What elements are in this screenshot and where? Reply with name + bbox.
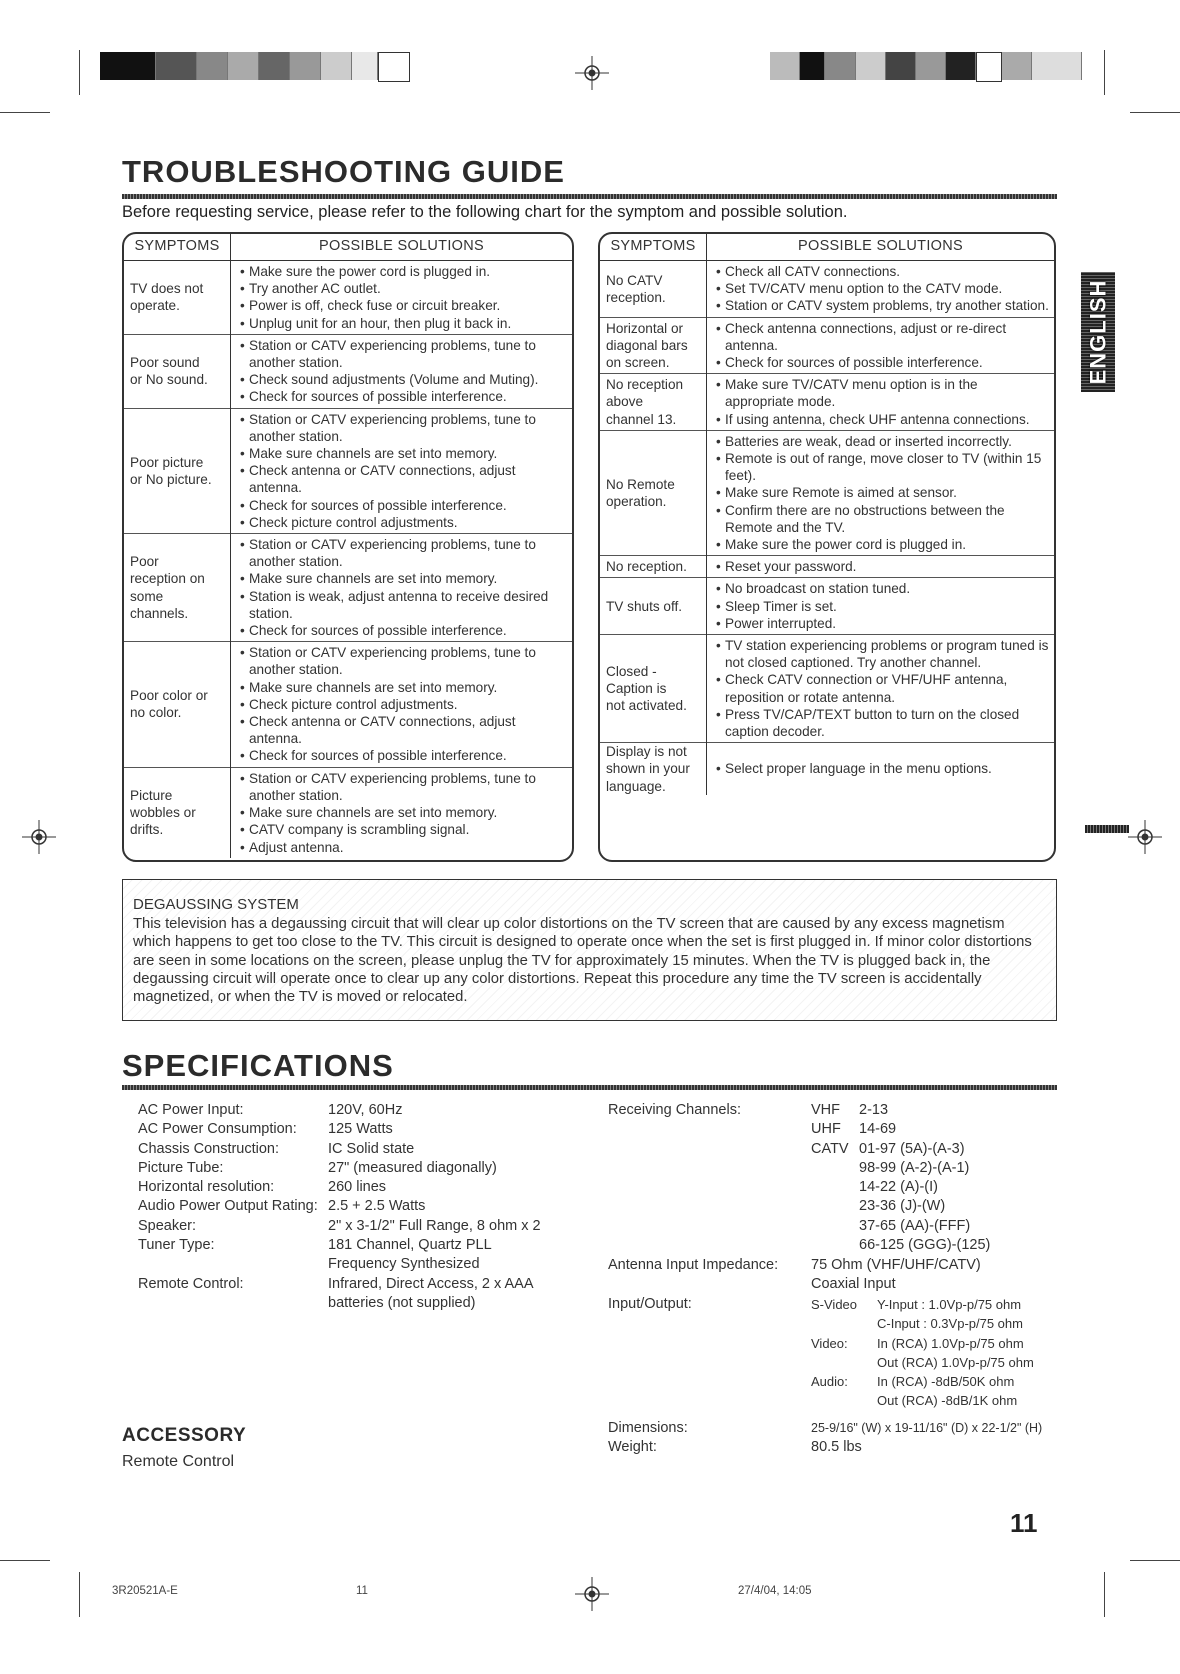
table-row [124,642,572,767]
table-row [600,578,1054,635]
specifications-title: SPECIFICATIONS [122,1048,394,1083]
spec-value-line: 2" x 3-1/2" Full Range, 8 ohm x 2 [328,1217,541,1234]
registration-mark-icon [22,820,56,854]
spec-row [138,1159,618,1178]
page-title: TROUBLESHOOTING GUIDE [122,154,565,189]
table-row [600,374,1054,431]
io-key: S-Video [811,1297,858,1312]
antenna-impedance-label: Antenna Input Impedance: [608,1257,779,1273]
table-row [124,767,572,858]
symptom-text: operate. [130,298,180,314]
table-row [124,334,572,408]
accessory-title: ACCESSORY [122,1425,247,1446]
spec-value-line: 181 Channel, Quartz PLL [328,1237,492,1254]
symptom-text: Display is not [606,744,687,760]
symptoms-header: SYMPTOMS [600,234,707,261]
spec-value [328,1178,386,1197]
spec-value [328,1197,425,1216]
io-value: In (RCA) -8dB/50K ohm [877,1374,1015,1390]
symptom-text: No reception [606,377,684,393]
channel-row [811,1178,1071,1197]
io-row [811,1334,1081,1353]
symptom-text: reception. [606,289,666,305]
registration-mark-icon [1128,820,1162,854]
crop-mark [0,1560,50,1561]
io-key [811,1391,877,1410]
io-row [811,1295,1081,1314]
channel-band [811,1197,859,1216]
solutions-cell [707,374,1055,431]
channel-band: VHF [811,1102,840,1118]
spec-label: Picture Tube: [138,1159,224,1176]
antenna-impedance-value [811,1256,981,1295]
symptom-text: Closed - [606,663,657,679]
io-key [811,1353,877,1372]
solution-item: • Make sure channels are set into memory. [240,804,568,821]
solution-item: • Check for sources of possible interference. [240,622,568,639]
spec-value-line: batteries (not supplied) [328,1294,476,1311]
channel-row [811,1217,1071,1236]
solution-item: • Unplug unit for an hour, then plug it back in. [240,315,568,332]
solution-item: • CATV company is scrambling signal. [240,821,568,838]
solution-item: • Remote is out of range, move closer to TV (within 15 feet). [716,450,1050,484]
spec-value-line: Frequency Synthesized [328,1256,480,1273]
solution-item: • No broadcast on station tuned. [716,580,1050,597]
solution-item: • Confirm there are no obstructions between the Remote and the TV. [716,502,1050,536]
troubleshooting-table-right [598,232,1056,862]
symptom-text: TV shuts off. [606,598,683,614]
channel-band [811,1217,859,1236]
receiving-channels-list [811,1101,1071,1255]
table-row [600,317,1054,374]
solution-item: • Station is weak, adjust antenna to receive desired station. [240,588,568,622]
spec-label: Horizontal resolution: [138,1179,275,1196]
solution-item: • Check for sources of possible interference. [716,354,1050,371]
spec-value-line: Infrared, Direct Access, 2 x AAA [328,1275,534,1292]
symptom-text: diagonal bars [606,337,688,353]
spec-row [138,1178,618,1197]
symptom-text: operation. [606,494,667,510]
table-row [600,556,1054,578]
channel-band [811,1178,859,1197]
footer-page: 11 [356,1585,368,1597]
spec-row [138,1101,618,1120]
table-row [600,261,1054,318]
symptom-cell [600,374,707,431]
solutions-cell [231,261,573,335]
io-value: Out (RCA) 1.0Vp-p/75 ohm [877,1354,1034,1370]
channel-row [811,1120,1071,1139]
weight-label: Weight: [608,1439,657,1455]
spec-label: Tuner Type: [138,1237,215,1254]
solution-item: • Try another AC outlet. [240,280,568,297]
symptom-cell [600,317,707,374]
io-row [811,1353,1081,1372]
solutions-cell [707,635,1055,743]
channel-range: 23-36 (J)-(W) [859,1198,946,1215]
spec-value [328,1236,492,1275]
channel-range: 14-22 (A)-(I) [859,1179,938,1196]
solution-item: • If using antenna, check UHF antenna connections. [716,411,1050,428]
crop-mark [0,112,50,113]
registration-mark-icon [575,1577,609,1611]
spec-value-line: 2.5 + 2.5 Watts [328,1198,426,1215]
solutions-cell [231,534,573,642]
symptom-text: language. [606,778,666,794]
solution-item: • Make sure the power cord is plugged in. [716,536,1050,553]
io-key: Video: [811,1335,848,1351]
table-row [600,430,1054,555]
symptom-cell [124,408,231,533]
channel-row [811,1197,1071,1216]
table-row [600,743,1054,795]
weight-value: 80.5 lbs [811,1439,862,1455]
channel-range: 98-99 (A-2)-(A-1) [859,1159,970,1176]
solutions-cell [231,334,573,408]
troubleshooting-table-left [122,232,574,862]
registration-mark-icon [575,56,609,90]
symptom-cell [600,556,707,578]
solution-item: • Check for sources of possible interference. [240,747,568,764]
solutions-cell [231,642,573,767]
solution-item: • Select proper language in the menu options. [716,760,1050,777]
spec-value-line: IC Solid state [328,1140,415,1157]
tab-marker [1085,825,1129,833]
dimensions-value: 25-9/16" (W) x 19-11/16" (D) x 22-1/2" (H) [811,1421,1043,1435]
symptom-cell [124,261,231,335]
spec-value [328,1159,497,1178]
solution-item: • Station or CATV experiencing problems, tune to another station. [240,411,568,445]
spec-label: AC Power Input: [138,1102,244,1118]
io-row [811,1372,1081,1391]
symptom-text: No reception. [606,559,687,575]
solutions-cell [231,408,573,533]
degaussing-title: DEGAUSSING SYSTEM [133,896,299,913]
spec-value [328,1217,541,1236]
symptom-cell [600,635,707,743]
spec-label: Speaker: [138,1217,197,1234]
solution-item: • Make sure the power cord is plugged in. [240,263,568,280]
solution-item: • Make sure TV/CATV menu option is in the appropriate mode. [716,376,1050,410]
solution-item: • Check all CATV connections. [716,263,1050,280]
spec-value [328,1140,414,1159]
solution-item: • Station or CATV experiencing problems, tune to another station. [240,644,568,678]
spec-value-line: 120V, 60Hz [328,1102,403,1118]
color-calibration-bar-right [770,52,1082,80]
symptom-text: above [606,394,644,410]
solution-item: • Check CATV connection or VHF/UHF antenna, reposition or rotate antenna. [716,671,1050,705]
crop-mark [1104,1572,1105,1617]
channel-row [811,1236,1071,1255]
symptom-text: some [130,588,164,604]
symptom-text: no color. [130,705,182,721]
symptom-text: reception on [130,571,205,587]
spec-row [138,1236,618,1275]
spec-row [138,1140,618,1159]
intro-text: Before requesting service, please refer to the following chart for the symptom and possible solution. [122,203,848,221]
solution-item: • Make sure channels are set into memory. [240,445,568,462]
io-key [811,1314,877,1333]
symptom-text: channels. [130,605,189,621]
symptom-cell [124,642,231,767]
solution-item: • Batteries are weak, dead or inserted incorrectly. [716,433,1050,450]
solution-item: • Check for sources of possible interference. [240,388,568,405]
solutions-cell [707,578,1055,635]
crop-mark [1130,1560,1180,1561]
solutions-header: POSSIBLE SOLUTIONS [707,234,1055,261]
symptom-text: not activated. [606,698,687,714]
symptom-text: No Remote [606,476,675,492]
symptom-text: Caption is [606,681,667,697]
solutions-header: POSSIBLE SOLUTIONS [231,234,573,261]
solution-item: • Power is off, check fuse or circuit breaker. [240,297,568,314]
symptom-cell [124,334,231,408]
symptom-text: Poor [130,554,159,570]
footer-code: 3R20521A-E [112,1585,178,1597]
spec-label: Remote Control: [138,1275,244,1292]
crop-mark [1130,112,1180,113]
color-calibration-bar-left [100,52,412,80]
right-table-body [600,261,1054,795]
table-row [124,408,572,533]
solution-item: • Adjust antenna. [240,839,568,856]
io-row [811,1314,1081,1333]
degaussing-text: This television has a degaussing circuit that will clear up color distortions on the TV screen that are caused by any excess magnetism which happens to get too close to the TV. This circuit is designed to operate once when the set is first plugged in. If minor color distortions are seen in some locations on the screen, please unplug the TV for approximately 15 minutes. When the TV is plugged back in, the degaussing circuit will operate once to clear up any color distortions. Repeat this procedure any time the TV screen is accidentally magnetized, or when the TV is moved or relocated. [133,916,1032,1006]
symptom-text: shown in your [606,761,690,777]
spec-value-line: 27" (measured diagonally) [328,1159,497,1176]
solution-item: • Station or CATV system problems, try another station. [716,297,1050,314]
crop-mark [79,1572,80,1617]
channel-range: 01-97 (5A)-(A-3) [859,1140,965,1157]
symptom-text: Picture [130,787,173,803]
solution-item: • Check picture control adjustments. [240,696,568,713]
side-tab-label: ENGLISH [1085,279,1111,385]
page-number: 11 [1010,1508,1038,1538]
channel-band: UHF [811,1121,841,1138]
receiving-channels-label: Receiving Channels: [608,1102,741,1118]
solution-item: • Station or CATV experiencing problems, tune to another station. [240,536,568,570]
symptom-cell [600,578,707,635]
io-value: C-Input : 0.3Vp-p/75 ohm [877,1316,1023,1332]
degaussing-box [122,879,1057,1021]
channel-range: 2-13 [859,1102,889,1118]
solution-item: • Press TV/CAP/TEXT button to turn on the closed caption decoder. [716,706,1050,740]
symptom-cell [600,743,707,795]
antenna-value-line: 75 Ohm (VHF/UHF/CATV) [811,1257,981,1273]
symptom-text: Horizontal or [606,320,684,336]
spec-value-line: 260 lines [328,1179,387,1196]
table-row [600,635,1054,743]
symptom-text: on screen. [606,355,670,371]
input-output-label: Input/Output: [608,1296,692,1312]
symptom-cell [600,261,707,318]
spec-value [328,1275,534,1314]
antenna-value-line: Coaxial Input [811,1276,896,1293]
io-value: Out (RCA) -8dB/1K ohm [877,1393,1018,1409]
spec-label: Audio Power Output Rating: [138,1198,318,1215]
solution-item: • Power interrupted. [716,615,1050,632]
footer-date: 27/4/04, 14:05 [738,1585,812,1597]
symptom-cell [124,534,231,642]
solution-item: • Reset your password. [716,558,1050,575]
channel-band [811,1236,859,1255]
solution-item: • Check antenna or CATV connections, adjust antenna. [240,713,568,747]
symptom-cell [600,430,707,555]
solution-item: • Make sure Remote is aimed at sensor. [716,484,1050,501]
solutions-cell [707,261,1055,318]
symptom-text: or No picture. [130,471,212,487]
solution-item: • Make sure channels are set into memory. [240,679,568,696]
spec-value-line: 125 Watts [328,1121,393,1138]
symptom-text: TV does not [130,281,204,297]
solution-item: • Station or CATV experiencing problems, tune to another station. [240,337,568,371]
accessory-item: Remote Control [122,1453,235,1470]
table-row [124,261,572,335]
solutions-cell [707,317,1055,374]
channel-band [811,1159,859,1178]
solution-item: • Check antenna connections, adjust or re-direct antenna. [716,320,1050,354]
spec-row [138,1120,618,1139]
solution-item: • Set TV/CATV menu option to the CATV mode. [716,280,1050,297]
solution-item: • Check for sources of possible interference. [240,497,568,514]
symptom-text: No CATV [606,272,663,288]
channel-range: 37-65 (AA)-(FFF) [859,1217,971,1234]
spec-label: AC Power Consumption: [138,1121,297,1138]
solution-item: • Check sound adjustments (Volume and Muting). [240,371,568,388]
symptom-text: Poor sound [130,355,200,371]
solution-item: • TV station experiencing problems or program tuned is not closed captioned. Try another channel. [716,637,1050,671]
io-value: In (RCA) 1.0Vp-p/75 ohm [877,1335,1024,1351]
solution-item: • Check antenna or CATV connections, adjust antenna. [240,462,568,496]
crop-mark [1104,50,1105,95]
spec-value [328,1101,402,1120]
channel-row [811,1140,1071,1159]
spec-row [138,1217,618,1236]
table-row [124,534,572,642]
spec-value [328,1120,393,1139]
left-table-body [124,261,572,858]
solutions-cell [707,556,1055,578]
solution-item: • Check picture control adjustments. [240,514,568,531]
crop-mark [79,50,80,95]
channel-range: 14-69 [859,1121,897,1138]
solution-item: • Station or CATV experiencing problems, tune to another station. [240,770,568,804]
symptom-text: wobbles or [130,805,196,821]
channel-range: 66-125 (GGG)-(125) [859,1237,991,1254]
solutions-cell [231,767,573,858]
specs-left-column [138,1101,618,1313]
spec-row [138,1197,618,1216]
spec-row [138,1275,618,1314]
symptoms-header: SYMPTOMS [124,234,231,261]
io-key: Audio: [811,1374,848,1390]
symptom-text: or No sound. [130,372,208,388]
symptom-text: Poor picture [130,454,204,470]
spec-label: Chassis Construction: [138,1140,280,1157]
symptom-text: drifts. [130,822,164,838]
channel-band: CATV [811,1140,849,1157]
channel-row [811,1101,1071,1120]
symptom-cell [124,767,231,858]
symptom-text: channel 13. [606,411,677,427]
solution-item: • Sleep Timer is set. [716,598,1050,615]
io-row [811,1391,1081,1410]
specifications-rule [122,1085,1057,1090]
io-value: Y-Input : 1.0Vp-p/75 ohm [877,1297,1022,1312]
input-output-list [811,1295,1081,1411]
channel-row [811,1159,1071,1178]
solution-item: • Make sure channels are set into memory. [240,570,568,587]
solutions-cell [707,430,1055,555]
specs-right-column [608,1101,1078,1457]
dimensions-label: Dimensions: [608,1420,688,1436]
title-rule [122,194,1057,199]
solutions-cell [707,743,1055,795]
symptom-text: Poor color or [130,688,208,704]
